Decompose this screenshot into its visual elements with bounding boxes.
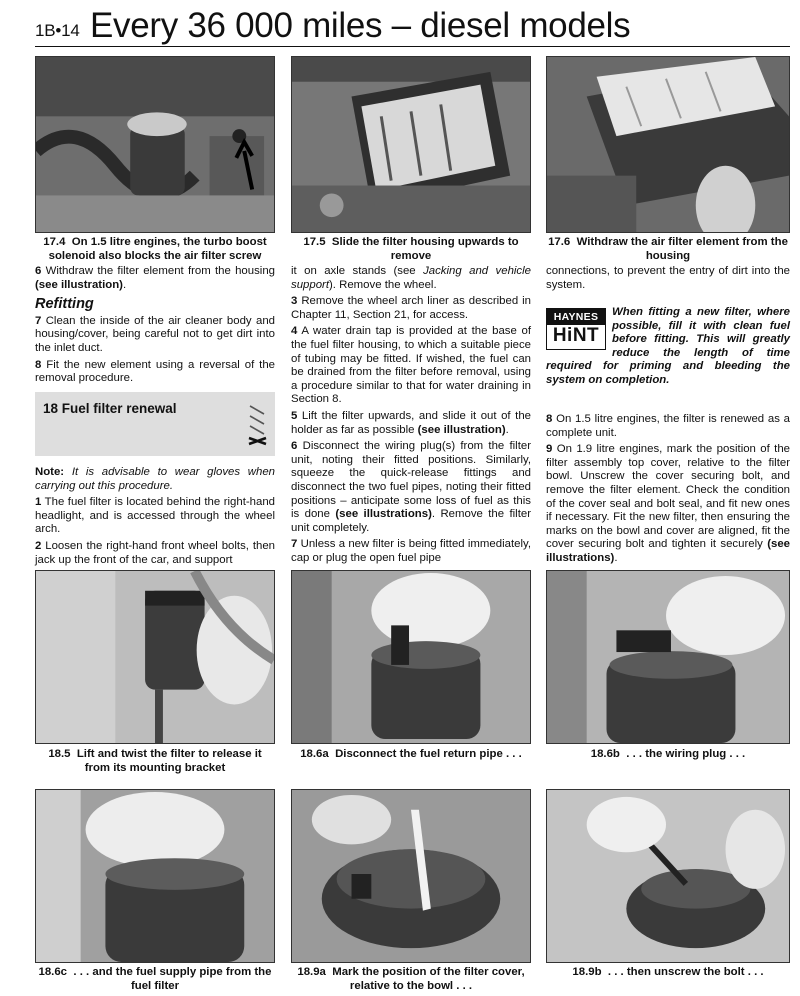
paragraph: 6 Withdraw the filter element from the housing (see illustration). xyxy=(35,265,275,291)
text-column-1 xyxy=(35,265,275,389)
caption-18-9a: 18.9a Mark the position of the filter cover, relative to the bowl . . . xyxy=(297,966,525,992)
hint-text: When fitting a new filter, where possible, fill it with clean fuel before fitting. This will greatly reduce the length of time required for priming and bleeding the system on completion. xyxy=(546,306,790,386)
caption-17-5: 17.5 Slide the filter housing upwards to remove xyxy=(303,236,519,262)
page-title: Every 36 000 miles – diesel models xyxy=(90,6,631,45)
paragraph: 1 The fuel filter is located behind the right-hand headlight, and is accessed through the wheel arch. xyxy=(35,496,276,536)
text-column-3b xyxy=(546,413,790,569)
text-column-1b xyxy=(35,466,275,570)
paragraph: 5 Lift the filter upwards, and slide it out of the holder as far as possible (see illustration). xyxy=(291,409,531,436)
paragraph: 3 Remove the wheel arch liner as described in Chapter 11, Section 21, for access. xyxy=(291,295,531,321)
photo-18-9b xyxy=(546,789,790,963)
photo-17-6 xyxy=(546,56,790,233)
paragraph: 7 Clean the inside of the air cleaner body and housing/cover, being careful not to get dirt into the inlet duct. xyxy=(35,314,275,354)
photo-18-5 xyxy=(35,570,275,744)
paragraph: 6 Disconnect the wiring plug(s) from the filter unit, noting their fitted positions. Similarly, squeeze the quick-release fittings and disconnect the two fuel pipes, noting their fitted positions – anticipate some loss of fuel as this is done (see illustrations). Remove the filter unit completely. xyxy=(291,440,532,534)
haynes-hint-logo: HAYNES HiNT xyxy=(546,308,606,350)
text-column-3 xyxy=(546,265,790,295)
difficulty-spanner-icon xyxy=(246,400,270,448)
section-title: 18 Fuel filter renewal xyxy=(43,401,177,416)
paragraph: 2 Loosen the right-hand front wheel bolts, then jack up the front of the car, and support xyxy=(35,539,275,566)
caption-17-4: 17.4 On 1.5 litre engines, the turbo boost solenoid also blocks the air filter screw xyxy=(43,236,267,262)
caption-17-6: 17.6 Withdraw the air filter element from the housing xyxy=(548,236,788,262)
paragraph: 8 Fit the new element using a reversal of the removal procedure. xyxy=(35,358,276,385)
caption-18-6b: 18.6b . . . the wiring plug . . . xyxy=(590,748,746,760)
header-rule xyxy=(35,46,790,47)
photo-18-6a xyxy=(291,570,531,744)
subheading-refitting: Refitting xyxy=(35,296,94,313)
photo-18-6c xyxy=(35,789,275,963)
photo-17-4 xyxy=(35,56,275,233)
section-heading-box xyxy=(35,392,275,456)
page-code: 1B•14 xyxy=(35,21,80,40)
paragraph: 8 On 1.5 litre engines, the filter is renewed as a complete unit. xyxy=(546,413,790,439)
caption-18-6a: 18.6a Disconnect the fuel return pipe . . . xyxy=(300,748,522,760)
note-paragraph: Note: It is advisable to wear gloves when carrying out this procedure. xyxy=(35,466,276,492)
photo-18-6b xyxy=(546,570,790,744)
photo-17-5 xyxy=(291,56,531,233)
paragraph: 7 Unless a new filter is being fitted immediately, cap or plug the open fuel pipe xyxy=(291,538,531,564)
caption-18-9b: 18.9b . . . then unscrew the bolt . . . xyxy=(572,966,764,978)
caption-18-6c: 18.6c . . . and the fuel supply pipe from the fuel filter xyxy=(38,966,272,992)
paragraph: 4 A water drain tap is provided at the base of the fuel filter housing, to which a suitable piece of tubing may be fitted. If wished, the fuel can be drained from the filter before removal, using a procedure similar to that for water draining in Section 8. xyxy=(291,325,531,406)
paragraph: connections, to prevent the entry of dirt into the system. xyxy=(546,265,790,291)
page-header xyxy=(35,4,790,46)
text-column-2 xyxy=(291,265,531,568)
paragraph: 9 On 1.9 litre engines, mark the position of the filter assembly top cover, relative to the filter bowl. Unscrew the cover securing bolt, and remove the filter element. Check the condition of the cover seal and bolt seal, and fit new ones if necessary. Fit the new filter, then ensuring the marks on the bowl and cover are aligned, fit the cover securing bolt and tighten it securely (see illustrations). xyxy=(546,443,790,564)
paragraph: it on axle stands (see Jacking and vehicle support). Remove the wheel. xyxy=(291,265,531,291)
haynes-hint-box xyxy=(546,306,790,388)
caption-18-5: 18.5 Lift and twist the filter to release it from its mounting bracket xyxy=(48,748,262,774)
photo-18-9a xyxy=(291,789,531,963)
